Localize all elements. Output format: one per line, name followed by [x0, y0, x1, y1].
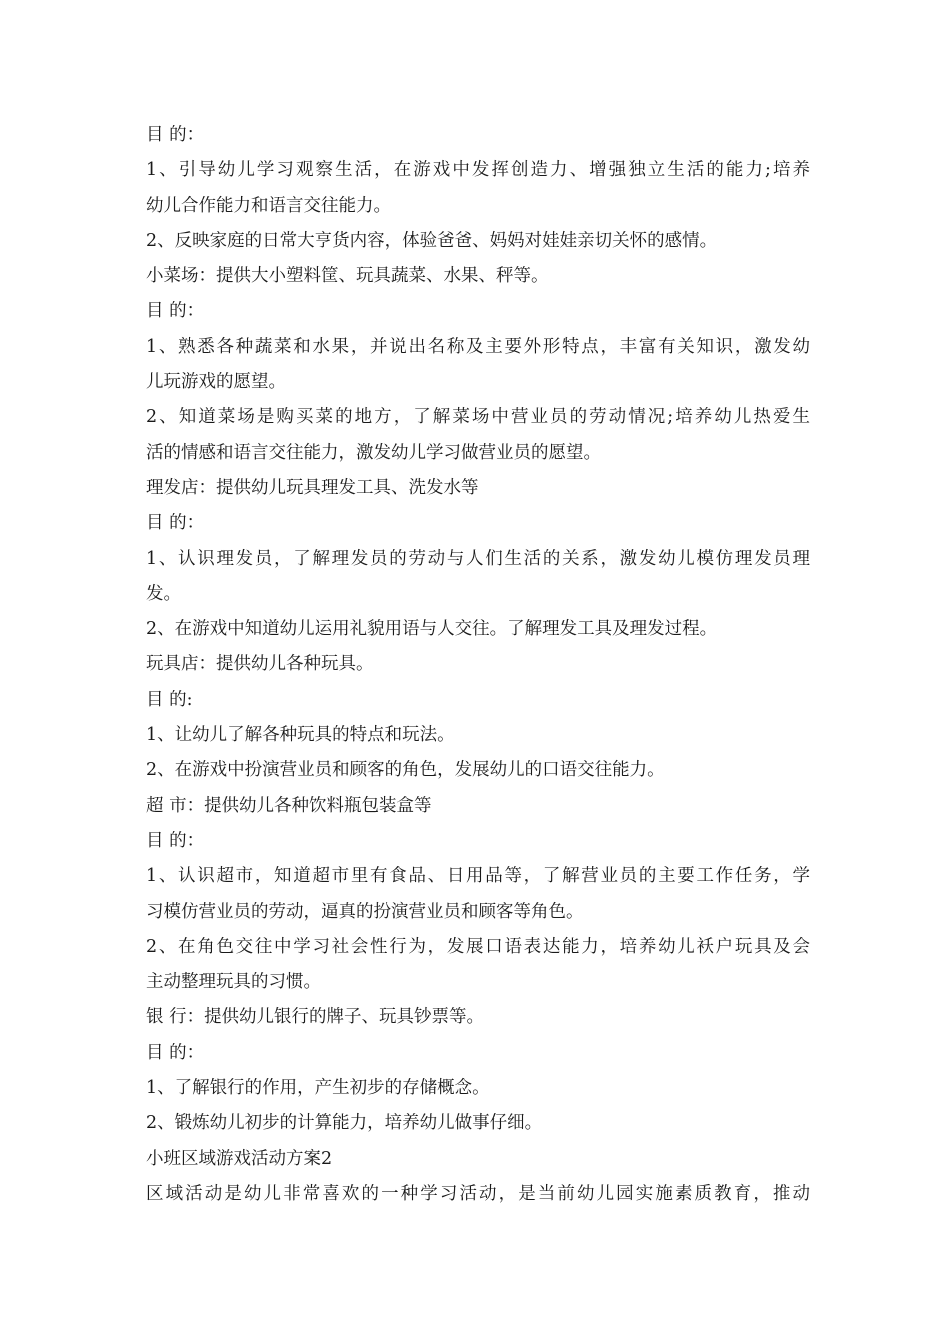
text-line: 1、了解银行的作用，产生初步的存储概念。 [146, 1078, 490, 1099]
text-line: 小菜场：提供大小塑料筐、玩具蔬菜、水果、秤等。 [146, 266, 549, 287]
text-line: 银 行：提供幼儿银行的牌子、玩具钞票等。 [146, 1007, 485, 1028]
text-line: 2、在游戏中扮演营业员和顾客的角色，发展幼儿的口语交往能力。 [146, 760, 665, 781]
text-line: 幼儿合作能力和语言交往能力。 [146, 195, 391, 216]
document-body [146, 118, 810, 1212]
text-line: 区域活动是幼儿非常喜欢的一种学习活动，是当前幼儿园实施素质教育，推动 [146, 1183, 810, 1204]
text-line: 习模仿营业员的劳动，逼真的扮演营业员和顾客等角色。 [146, 901, 584, 922]
text-line: 2、反映家庭的日常大亨货内容，体验爸爸、妈妈对娃娃亲切关怀的感情。 [146, 230, 718, 251]
text-line: 2、知道菜场是购买菜的地方，了解菜场中营业员的劳动情况;培养幼儿热爱生 [146, 407, 810, 428]
text-line: 小班区域游戏活动方案2 [146, 1148, 333, 1169]
text-line: 目 的： [146, 1042, 205, 1063]
text-line: 玩具店：提供幼儿各种玩具。 [146, 654, 374, 675]
text-line: 目 的: [146, 689, 193, 710]
text-line: 超 市：提供幼儿各种饮料瓶包装盒等 [146, 795, 432, 816]
text-line: 2、锻炼幼儿初步的计算能力，培养幼儿做事仔细。 [146, 1113, 543, 1134]
text-line: 1、引导幼儿学习观察生活，在游戏中发挥创造力、增强独立生活的能力;培养 [146, 160, 810, 181]
text-line: 主动整理玩具的习惯。 [146, 972, 321, 993]
text-line: 活的情感和语言交往能力，激发幼儿学习做营业员的愿望。 [146, 442, 601, 463]
text-line: 1、认识理发员，了解理发员的劳动与人们生活的关系，激发幼儿模仿理发员理 [146, 548, 810, 569]
text-line: 发。 [146, 583, 181, 604]
text-line: 目 的： [146, 301, 205, 322]
text-line: 2、在游戏中知道幼儿运用礼貌用语与人交往。了解理发工具及理发过程。 [146, 619, 718, 640]
text-line: 理发店：提供幼儿玩具理发工具、洗发水等 [146, 477, 479, 498]
text-line: 目 的： [146, 125, 205, 145]
text-line: 1、熟悉各种蔬菜和水果，并说出名称及主要外形特点，丰富有关知识，激发幼 [146, 336, 810, 357]
text-line: 1、认识超市，知道超市里有食品、日用品等，了解营业员的主要工作任务，学 [146, 866, 810, 887]
text-line: 1、让幼儿了解各种玩具的特点和玩法。 [146, 725, 455, 746]
text-line: 目 的： [146, 830, 205, 851]
text-line: 目 的： [146, 513, 205, 534]
text-line: 2、在角色交往中学习社会性行为，发展口语表达能力，培养幼儿袄户玩具及会 [146, 936, 810, 957]
text-line: 儿玩游戏的愿望。 [146, 372, 286, 393]
